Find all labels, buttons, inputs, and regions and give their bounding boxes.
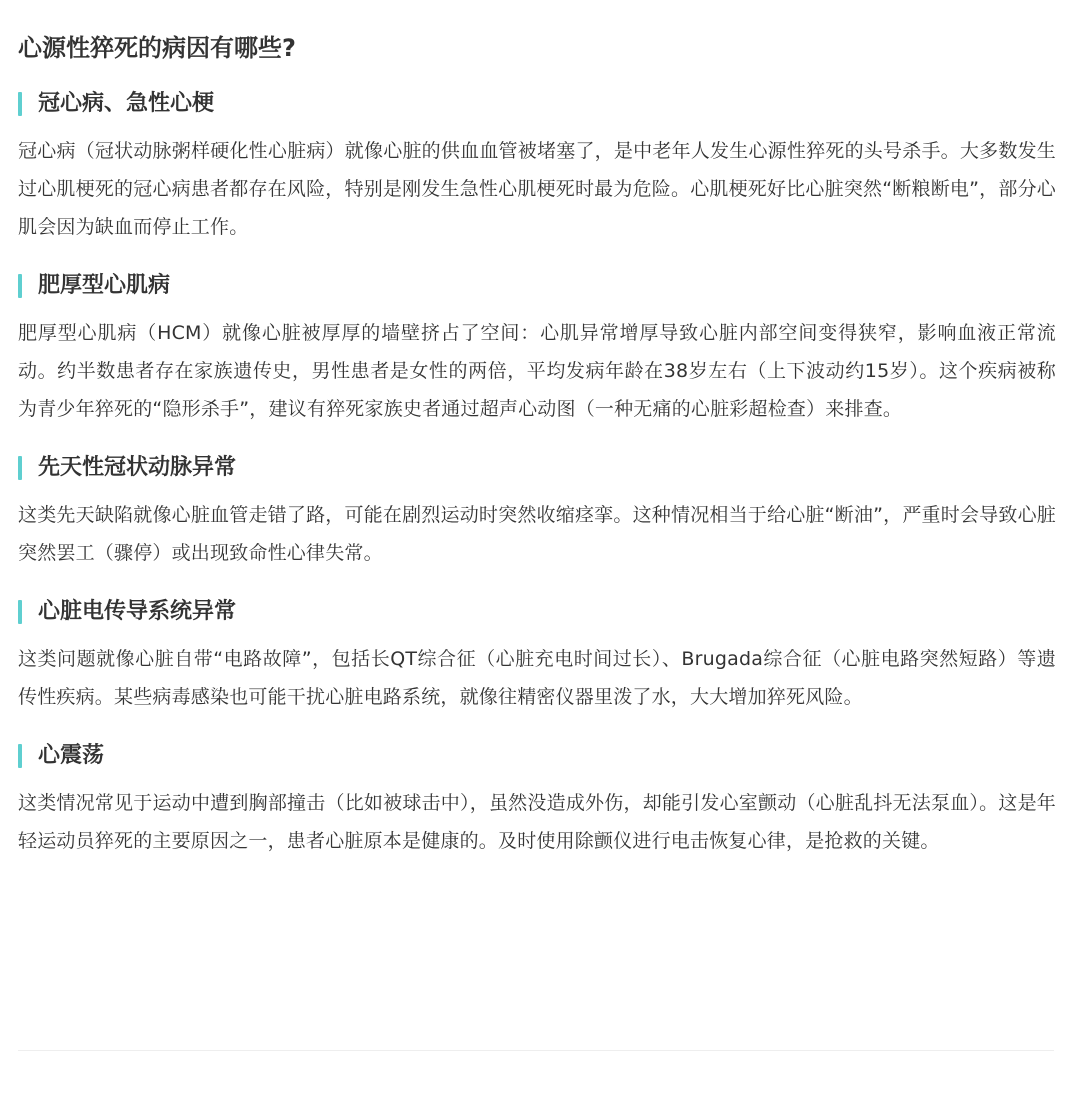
section-accent-bar (18, 92, 22, 116)
section-title: 心震荡 (38, 743, 105, 768)
section-heading-commotio (18, 740, 1056, 772)
section-body: 这类问题就像心脏自带“电路故障”，包括长QT综合征（心脏充电时间过长）、Brugada综合征（心脏电路突然短路）等遗传性疾病。某些病毒感染也可能干扰心脏电路系统，就像往精密仪器里泼了水，大大增加猝死风险。 (18, 648, 1056, 708)
section-accent-bar (18, 456, 22, 480)
section-heading-hcm (18, 270, 1056, 302)
section-body: 冠心病（冠状动脉粥样硬化性心脏病）就像心脏的供血血管被堵塞了，是中老年人发生心源性猝死的头号杀手。大多数发生过心肌梗死的冠心病患者都存在风险，特别是刚发生急性心肌梗死时最为危险。心肌梗死好比心脏突然“断粮断电”，部分心肌会因为缺血而停止工作。 (18, 140, 1056, 238)
section-title: 先天性冠状动脉异常 (38, 455, 237, 480)
section-accent-bar (18, 600, 22, 624)
section-title: 心脏电传导系统异常 (38, 599, 237, 624)
footer-divider (18, 1050, 1054, 1051)
section-title: 肥厚型心肌病 (38, 273, 171, 298)
section-body: 肥厚型心肌病（HCM）就像心脏被厚厚的墙壁挤占了空间：心肌异常增厚导致心脏内部空间变得狭窄，影响血液正常流动。约半数患者存在家族遗传史，男性患者是女性的两倍，平均发病年龄在38岁左右（上下波动约15岁）。这个疾病被称为青少年猝死的“隐形杀手”，建议有猝死家族史者通过超声心动图（一种无痛的心脏彩超检查）来排查。 (18, 322, 1056, 420)
article (18, 0, 1056, 860)
page-title: 心源性猝死的病因有哪些? (18, 34, 296, 62)
section-accent-bar (18, 744, 22, 768)
section-body: 这类情况常见于运动中遭到胸部撞击（比如被球击中），虽然没造成外伤，却能引发心室颤动（心脏乱抖无法泵血）。这是年轻运动员猝死的主要原因之一，患者心脏原本是健康的。及时使用除颤仪进行电击恢复心律，是抢救的关键。 (18, 792, 1056, 852)
section-title: 冠心病、急性心梗 (38, 91, 215, 116)
section-heading-conduction (18, 596, 1056, 628)
section-heading-coronary (18, 88, 1056, 120)
section-heading-congenital (18, 452, 1056, 484)
section-body: 这类先天缺陷就像心脏血管走错了路，可能在剧烈运动时突然收缩痉挛。这种情况相当于给心脏“断油”，严重时会导致心脏突然罢工（骤停）或出现致命性心律失常。 (18, 504, 1056, 564)
section-accent-bar (18, 274, 22, 298)
